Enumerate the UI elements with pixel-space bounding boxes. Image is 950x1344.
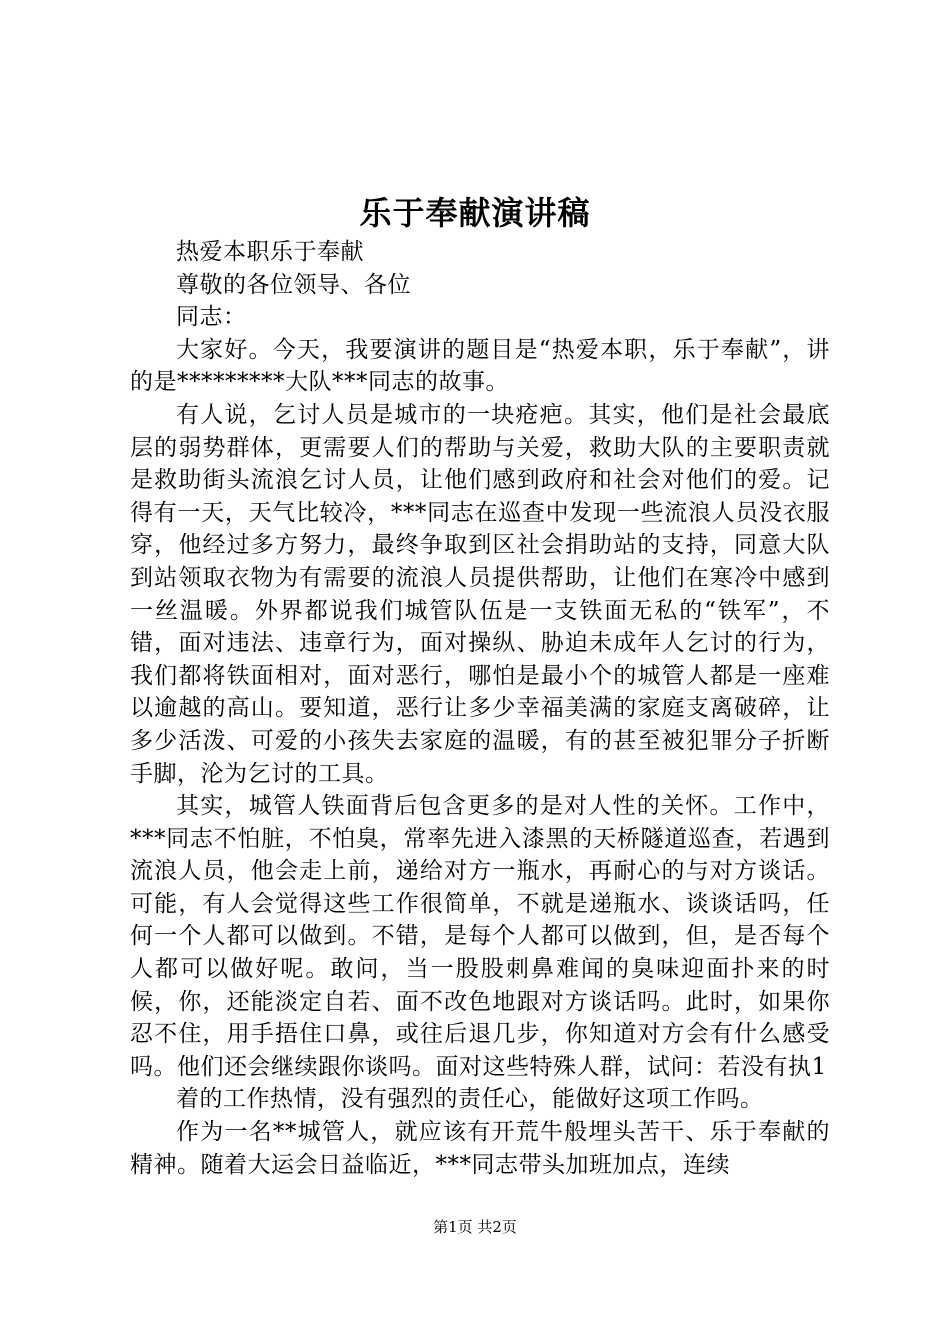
paragraph-body-4: 作为一名**城管人，就应该有开荒牛般埋头苦干、乐于奉献的精神。随着大运会日益临近，***同志带头加班加点，连续 [130,1119,830,1178]
document-title: 乐于奉献演讲稿 [359,194,591,232]
paragraph-body-3: 着的工作热情，没有强烈的责任心，能做好这项工作吗。 [176,1086,764,1113]
page-footer: 第1页 共2页 [433,1218,517,1236]
paragraph-body-2: 其实，城管人铁面背后包含更多的是对人性的关怀。工作中，***同志不怕脏，不怕臭，常率先进入漆黑的天桥隧道巡查，若遇到流浪人员，他会走上前，递给对方一瓶水，再耐心的与对方谈话。可能，有人会觉得这些工作很简单，不就是递瓶水、谈谈话吗，任何一个人都可以做到。不错，是每个人都可以做到，但，是否每个人都可以做好呢。敢问，当一股股刺鼻难闻的臭味迎面扑来的时候，你，还能淡定自若、面不改色地跟对方谈话吗。此时，如果你忍不住，用手捂住口鼻，或往后退几步，你知道对方会有什么感受吗。他们还会继续跟你谈吗。面对这些特殊人群，试问：若没有执1 [130,793,830,1080]
paragraph-intro: 大家好。今天，我要演讲的题目是“热爱本职，乐于奉献”，讲的是*********大队***同志的故事。 [130,336,830,396]
paragraph-salutation: 尊敬的各位领导、各位 [176,271,411,298]
paragraph-salutation-cont: 同志： [176,304,247,331]
paragraph-subtitle: 热爱本职乐于奉献 [176,239,364,265]
paragraph-body-1: 有人说，乞讨人员是城市的一块疮疤。其实，他们是社会最底层的弱势群体，更需要人们的帮助与关爱，救助大队的主要职责就是救助街头流浪乞讨人员，让他们感到政府和社会对他们的爱。记得有一天，天气比较冷，***同志在巡查中发现一些流浪人员没衣服穿，他经过多方努力，最终争取到区社会捐助站的支持，同意大队到站领取衣物为有需要的流浪人员提供帮助，让他们在寒冷中感到一丝温暖。外界都说我们城管队伍是一支铁面无私的“铁军”，不错，面对违法、违章行为，面对操纵、胁迫未成年人乞讨的行为，我们都将铁面相对，面对恶行，哪怕是最小个的城管人都是一座难以逾越的高山。要知道，恶行让多少幸福美满的家庭支离破碎，让多少活泼、可爱的小孩失去家庭的温暖，有的甚至被犯罪分子折断手脚，沦为乞讨的工具。 [130,401,830,787]
document-body [130,236,830,1181]
